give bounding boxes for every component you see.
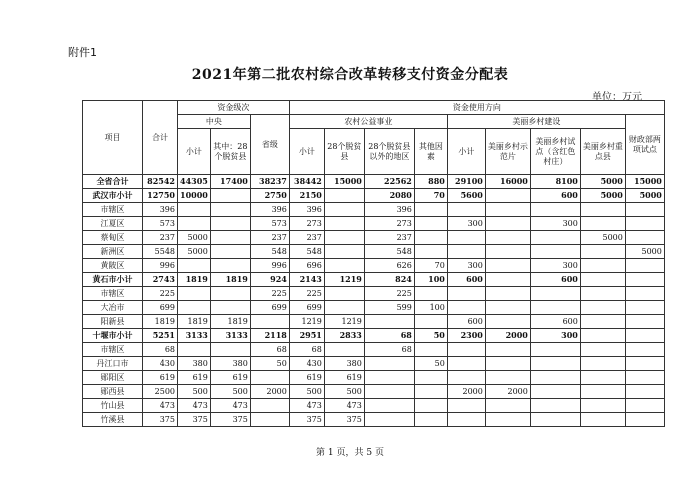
- value-cell-poor: 500: [210, 385, 250, 399]
- header-welfare-other: 28个脱贫县以外的地区: [364, 129, 414, 175]
- page-footer: 第 1 页，共 5 页: [316, 448, 384, 458]
- table-row: [83, 413, 665, 427]
- row-name-cell: 蔡甸区: [83, 231, 143, 245]
- value-cell-other: 70: [414, 189, 447, 203]
- value-cell-pilot: 8100: [530, 175, 580, 189]
- table-row: [83, 301, 665, 315]
- row-name-cell: 武汉市小计: [83, 189, 143, 203]
- header-key-county: 美丽乡村重点县: [580, 129, 625, 175]
- allocation-table: [82, 100, 665, 427]
- value-cell-central: 5000: [178, 245, 211, 259]
- value-cell-fin: [625, 259, 664, 273]
- value-cell-total: 68: [143, 343, 178, 357]
- value-cell-b_sub: [447, 371, 485, 385]
- value-cell-w_sub: 68: [289, 343, 324, 357]
- value-cell-b_sub: [447, 203, 485, 217]
- value-cell-fin: [625, 385, 664, 399]
- annex-label: 附件1: [68, 46, 97, 59]
- value-cell-prov: 2118: [250, 329, 289, 343]
- value-cell-central: 10000: [178, 189, 211, 203]
- table-row: [83, 245, 665, 259]
- value-cell-poor: [210, 301, 250, 315]
- value-cell-demo: [485, 231, 530, 245]
- value-cell-w28: 1219: [324, 315, 364, 329]
- value-cell-other: [414, 371, 447, 385]
- row-name-cell: 江夏区: [83, 217, 143, 231]
- value-cell-other: [414, 413, 447, 427]
- value-cell-fin: [625, 357, 664, 371]
- value-cell-prov: 699: [250, 301, 289, 315]
- row-name-cell: 竹山县: [83, 399, 143, 413]
- header-item: 项目: [83, 101, 143, 175]
- table-body: [83, 175, 665, 427]
- value-cell-wother: [364, 357, 414, 371]
- value-cell-other: [414, 217, 447, 231]
- value-cell-pilot: [530, 343, 580, 357]
- value-cell-pilot: 300: [530, 217, 580, 231]
- value-cell-pilot: 600: [530, 189, 580, 203]
- value-cell-central: 380: [178, 357, 211, 371]
- value-cell-prov: 573: [250, 217, 289, 231]
- value-cell-w_sub: 2951: [289, 329, 324, 343]
- header-welfare-subtotal: 小计: [289, 129, 324, 175]
- value-cell-b_sub: 300: [447, 259, 485, 273]
- value-cell-key: [580, 357, 625, 371]
- table-row: [83, 371, 665, 385]
- value-cell-prov: 2750: [250, 189, 289, 203]
- value-cell-b_sub: [447, 413, 485, 427]
- value-cell-w28: 380: [324, 357, 364, 371]
- value-cell-poor: 375: [210, 413, 250, 427]
- value-cell-prov: 237: [250, 231, 289, 245]
- value-cell-prov: 996: [250, 259, 289, 273]
- header-beautiful: 美丽乡村建设: [447, 115, 625, 129]
- header-central-subtotal: 小计: [178, 129, 211, 175]
- value-cell-pilot: [530, 203, 580, 217]
- value-cell-b_sub: 5600: [447, 189, 485, 203]
- value-cell-w_sub: 225: [289, 287, 324, 301]
- value-cell-fin: [625, 203, 664, 217]
- value-cell-pilot: [530, 231, 580, 245]
- value-cell-key: 5000: [580, 189, 625, 203]
- value-cell-prov: 68: [250, 343, 289, 357]
- value-cell-demo: [485, 399, 530, 413]
- value-cell-key: [580, 301, 625, 315]
- value-cell-w28: [324, 189, 364, 203]
- row-name-cell: 大冶市: [83, 301, 143, 315]
- value-cell-demo: [485, 203, 530, 217]
- value-cell-key: [580, 343, 625, 357]
- value-cell-other: [414, 399, 447, 413]
- value-cell-key: [580, 385, 625, 399]
- value-cell-fin: [625, 301, 664, 315]
- value-cell-b_sub: 600: [447, 315, 485, 329]
- value-cell-central: 44305: [178, 175, 211, 189]
- row-name-cell: 市辖区: [83, 203, 143, 217]
- table-row: [83, 329, 665, 343]
- value-cell-fin: [625, 273, 664, 287]
- header-welfare: 农村公益事业: [289, 115, 447, 129]
- value-cell-fin: [625, 287, 664, 301]
- value-cell-central: 473: [178, 399, 211, 413]
- value-cell-wother: 396: [364, 203, 414, 217]
- value-cell-central: 5000: [178, 231, 211, 245]
- value-cell-key: [580, 315, 625, 329]
- value-cell-central: [178, 343, 211, 357]
- value-cell-other: [414, 231, 447, 245]
- value-cell-w28: 619: [324, 371, 364, 385]
- value-cell-demo: [485, 315, 530, 329]
- value-cell-poor: 473: [210, 399, 250, 413]
- value-cell-key: [580, 371, 625, 385]
- row-name-cell: 郧西县: [83, 385, 143, 399]
- value-cell-key: [580, 273, 625, 287]
- value-cell-w28: [324, 301, 364, 315]
- table-row: [83, 287, 665, 301]
- value-cell-total: 573: [143, 217, 178, 231]
- value-cell-pilot: 300: [530, 259, 580, 273]
- value-cell-key: 5000: [580, 175, 625, 189]
- value-cell-fin: [625, 231, 664, 245]
- value-cell-total: 2743: [143, 273, 178, 287]
- value-cell-wother: 225: [364, 287, 414, 301]
- row-name-cell: 市辖区: [83, 287, 143, 301]
- value-cell-prov: [250, 399, 289, 413]
- value-cell-poor: 3133: [210, 329, 250, 343]
- value-cell-pilot: [530, 399, 580, 413]
- table-header: [83, 101, 665, 175]
- value-cell-wother: 68: [364, 343, 414, 357]
- row-name-cell: 丹江口市: [83, 357, 143, 371]
- value-cell-pilot: 300: [530, 329, 580, 343]
- value-cell-prov: 225: [250, 287, 289, 301]
- row-name-cell: 郧阳区: [83, 371, 143, 385]
- value-cell-demo: [485, 259, 530, 273]
- value-cell-total: 225: [143, 287, 178, 301]
- value-cell-demo: [485, 301, 530, 315]
- value-cell-w_sub: 237: [289, 231, 324, 245]
- value-cell-wother: [364, 413, 414, 427]
- value-cell-fin: 15000: [625, 175, 664, 189]
- value-cell-pilot: [530, 357, 580, 371]
- value-cell-total: 12750: [143, 189, 178, 203]
- table-row: [83, 357, 665, 371]
- value-cell-total: 5548: [143, 245, 178, 259]
- value-cell-w28: [324, 203, 364, 217]
- value-cell-w28: 1219: [324, 273, 364, 287]
- value-cell-w28: [324, 217, 364, 231]
- row-name-cell: 十堰市小计: [83, 329, 143, 343]
- unit-label: 单位：万元: [592, 92, 642, 103]
- value-cell-total: 237: [143, 231, 178, 245]
- value-cell-demo: [485, 273, 530, 287]
- value-cell-wother: 548: [364, 245, 414, 259]
- value-cell-demo: [485, 357, 530, 371]
- value-cell-other: [414, 385, 447, 399]
- value-cell-central: [178, 203, 211, 217]
- value-cell-total: 996: [143, 259, 178, 273]
- value-cell-demo: [485, 287, 530, 301]
- value-cell-total: 82542: [143, 175, 178, 189]
- header-level: 资金级次: [178, 101, 290, 115]
- value-cell-b_sub: [447, 301, 485, 315]
- value-cell-w_sub: 2150: [289, 189, 324, 203]
- value-cell-w28: 15000: [324, 175, 364, 189]
- value-cell-demo: [485, 217, 530, 231]
- table-row: [83, 259, 665, 273]
- value-cell-pilot: 600: [530, 273, 580, 287]
- value-cell-b_sub: 2000: [447, 385, 485, 399]
- value-cell-w28: [324, 245, 364, 259]
- value-cell-wother: [364, 385, 414, 399]
- value-cell-total: 473: [143, 399, 178, 413]
- value-cell-poor: 619: [210, 371, 250, 385]
- value-cell-fin: [625, 371, 664, 385]
- value-cell-demo: [485, 371, 530, 385]
- value-cell-poor: [210, 343, 250, 357]
- value-cell-fin: [625, 413, 664, 427]
- value-cell-central: 375: [178, 413, 211, 427]
- table-row: [83, 385, 665, 399]
- header-total: 合计: [143, 101, 178, 175]
- value-cell-b_sub: [447, 357, 485, 371]
- row-name-cell: 市辖区: [83, 343, 143, 357]
- value-cell-central: [178, 287, 211, 301]
- value-cell-poor: 380: [210, 357, 250, 371]
- value-cell-w_sub: 473: [289, 399, 324, 413]
- value-cell-other: 70: [414, 259, 447, 273]
- value-cell-b_sub: [447, 343, 485, 357]
- value-cell-other: [414, 203, 447, 217]
- value-cell-pilot: [530, 371, 580, 385]
- value-cell-total: 5251: [143, 329, 178, 343]
- value-cell-key: [580, 399, 625, 413]
- value-cell-pilot: [530, 413, 580, 427]
- value-cell-w_sub: 696: [289, 259, 324, 273]
- value-cell-total: 396: [143, 203, 178, 217]
- value-cell-total: 699: [143, 301, 178, 315]
- row-name-cell: 黄陂区: [83, 259, 143, 273]
- value-cell-wother: 2080: [364, 189, 414, 203]
- value-cell-total: 430: [143, 357, 178, 371]
- value-cell-poor: [210, 287, 250, 301]
- value-cell-demo: 2000: [485, 329, 530, 343]
- value-cell-central: [178, 217, 211, 231]
- value-cell-prov: 38237: [250, 175, 289, 189]
- value-cell-w28: 473: [324, 399, 364, 413]
- value-cell-fin: [625, 217, 664, 231]
- value-cell-central: 1819: [178, 273, 211, 287]
- table-row: [83, 231, 665, 245]
- value-cell-other: 50: [414, 357, 447, 371]
- value-cell-wother: 626: [364, 259, 414, 273]
- table-row: [83, 203, 665, 217]
- value-cell-fin: [625, 315, 664, 329]
- value-cell-key: [580, 217, 625, 231]
- header-welfare-28: 28个脱贫县: [324, 129, 364, 175]
- value-cell-poor: [210, 231, 250, 245]
- value-cell-w_sub: 500: [289, 385, 324, 399]
- value-cell-other: [414, 287, 447, 301]
- header-other-factor: 其他因素: [414, 129, 447, 175]
- value-cell-prov: [250, 413, 289, 427]
- value-cell-fin: [625, 399, 664, 413]
- header-province: 省级: [250, 115, 289, 175]
- value-cell-w28: [324, 231, 364, 245]
- value-cell-poor: 1819: [210, 273, 250, 287]
- value-cell-pilot: [530, 245, 580, 259]
- table-row: [83, 189, 665, 203]
- value-cell-fin: 5000: [625, 189, 664, 203]
- value-cell-b_sub: 600: [447, 273, 485, 287]
- value-cell-demo: 2000: [485, 385, 530, 399]
- value-cell-wother: [364, 315, 414, 329]
- value-cell-b_sub: 2300: [447, 329, 485, 343]
- value-cell-demo: [485, 189, 530, 203]
- value-cell-total: 375: [143, 413, 178, 427]
- value-cell-total: 619: [143, 371, 178, 385]
- value-cell-prov: 924: [250, 273, 289, 287]
- value-cell-key: [580, 259, 625, 273]
- value-cell-w_sub: 38442: [289, 175, 324, 189]
- header-demo: 美丽乡村示范片: [485, 129, 530, 175]
- value-cell-w28: [324, 259, 364, 273]
- table-row: [83, 399, 665, 413]
- table-row: [83, 273, 665, 287]
- value-cell-key: [580, 287, 625, 301]
- row-name-cell: 黄石市小计: [83, 273, 143, 287]
- value-cell-total: 1819: [143, 315, 178, 329]
- value-cell-poor: [210, 189, 250, 203]
- table-row: [83, 315, 665, 329]
- value-cell-other: [414, 245, 447, 259]
- table-row: [83, 343, 665, 357]
- value-cell-other: 880: [414, 175, 447, 189]
- value-cell-pilot: [530, 301, 580, 315]
- header-finance-pilot: 财政部两项试点: [625, 115, 664, 175]
- value-cell-prov: [250, 315, 289, 329]
- value-cell-poor: [210, 203, 250, 217]
- value-cell-fin: [625, 343, 664, 357]
- value-cell-w_sub: 396: [289, 203, 324, 217]
- value-cell-total: 2500: [143, 385, 178, 399]
- value-cell-b_sub: [447, 245, 485, 259]
- value-cell-key: [580, 329, 625, 343]
- row-name-cell: 阳新县: [83, 315, 143, 329]
- value-cell-w_sub: 619: [289, 371, 324, 385]
- value-cell-b_sub: 29100: [447, 175, 485, 189]
- header-central-poor: 其中：28个脱贫县: [210, 129, 250, 175]
- value-cell-central: 3133: [178, 329, 211, 343]
- value-cell-pilot: [530, 385, 580, 399]
- value-cell-w28: 375: [324, 413, 364, 427]
- value-cell-wother: 22562: [364, 175, 414, 189]
- value-cell-other: 50: [414, 329, 447, 343]
- row-name-cell: 全省合计: [83, 175, 143, 189]
- value-cell-w28: [324, 343, 364, 357]
- row-name-cell: 新洲区: [83, 245, 143, 259]
- value-cell-b_sub: [447, 287, 485, 301]
- value-cell-poor: [210, 217, 250, 231]
- value-cell-fin: [625, 329, 664, 343]
- table-row: [83, 217, 665, 231]
- value-cell-w_sub: 273: [289, 217, 324, 231]
- value-cell-demo: 16000: [485, 175, 530, 189]
- header-usage: 资金使用方向: [289, 101, 664, 115]
- row-name-cell: 竹溪县: [83, 413, 143, 427]
- value-cell-w_sub: 430: [289, 357, 324, 371]
- header-beautiful-subtotal: 小计: [447, 129, 485, 175]
- value-cell-poor: 1819: [210, 315, 250, 329]
- value-cell-b_sub: [447, 231, 485, 245]
- value-cell-wother: 237: [364, 231, 414, 245]
- value-cell-w28: [324, 287, 364, 301]
- value-cell-prov: 50: [250, 357, 289, 371]
- value-cell-other: 100: [414, 301, 447, 315]
- value-cell-demo: [485, 245, 530, 259]
- value-cell-wother: 273: [364, 217, 414, 231]
- value-cell-pilot: [530, 287, 580, 301]
- value-cell-wother: 824: [364, 273, 414, 287]
- value-cell-wother: 599: [364, 301, 414, 315]
- page-title: 2021年第二批农村综合改革转移支付资金分配表: [191, 67, 509, 83]
- value-cell-w_sub: 375: [289, 413, 324, 427]
- value-cell-demo: [485, 413, 530, 427]
- value-cell-prov: 548: [250, 245, 289, 259]
- value-cell-key: [580, 203, 625, 217]
- header-central: 中央: [178, 115, 251, 129]
- value-cell-demo: [485, 343, 530, 357]
- value-cell-central: 500: [178, 385, 211, 399]
- value-cell-wother: 68: [364, 329, 414, 343]
- value-cell-w28: 2833: [324, 329, 364, 343]
- value-cell-prov: 396: [250, 203, 289, 217]
- value-cell-fin: 5000: [625, 245, 664, 259]
- value-cell-key: 5000: [580, 231, 625, 245]
- value-cell-b_sub: 300: [447, 217, 485, 231]
- value-cell-w_sub: 2143: [289, 273, 324, 287]
- value-cell-other: [414, 315, 447, 329]
- header-pilot: 美丽乡村试点（含红色村庄）: [530, 129, 580, 175]
- value-cell-key: [580, 413, 625, 427]
- value-cell-poor: [210, 259, 250, 273]
- value-cell-prov: 2000: [250, 385, 289, 399]
- value-cell-wother: [364, 399, 414, 413]
- table-row: [83, 175, 665, 189]
- value-cell-pilot: 600: [530, 315, 580, 329]
- value-cell-w_sub: 699: [289, 301, 324, 315]
- value-cell-key: [580, 245, 625, 259]
- value-cell-poor: [210, 245, 250, 259]
- value-cell-central: 619: [178, 371, 211, 385]
- value-cell-other: 100: [414, 273, 447, 287]
- value-cell-w_sub: 1219: [289, 315, 324, 329]
- value-cell-central: 1819: [178, 315, 211, 329]
- value-cell-poor: 17400: [210, 175, 250, 189]
- value-cell-w_sub: 548: [289, 245, 324, 259]
- value-cell-other: [414, 343, 447, 357]
- value-cell-prov: [250, 371, 289, 385]
- value-cell-central: [178, 259, 211, 273]
- value-cell-central: [178, 301, 211, 315]
- value-cell-w28: 500: [324, 385, 364, 399]
- value-cell-wother: [364, 371, 414, 385]
- value-cell-b_sub: [447, 399, 485, 413]
